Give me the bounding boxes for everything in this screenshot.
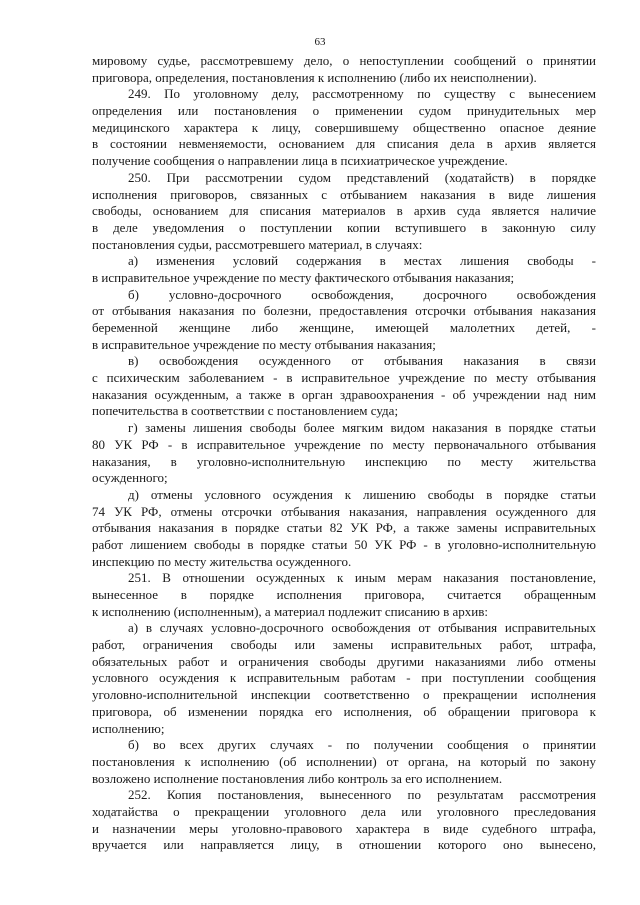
text-line: определения или постановления о применении судом принудительных мер bbox=[92, 103, 596, 119]
text-line: и назначении меры уголовно-правового характера в виде судебного штрафа, bbox=[92, 820, 596, 836]
text-line: 80 УК РФ - в исправительное учреждение по месту первоначального отбывания bbox=[92, 436, 596, 452]
text-line: инспекцию по месту жительства осужденного. bbox=[92, 553, 352, 569]
text-line: отбывания наказания в порядке статьи 82 УК РФ, а также замены исправительных bbox=[92, 520, 596, 536]
text-line: от отбывания наказания по болезни, предоставления отсрочки отбывания наказания bbox=[92, 303, 596, 319]
text-line: вынесенное в порядке исполнения приговора, считается обращенным bbox=[92, 587, 596, 602]
text-line: исполнению; bbox=[92, 720, 165, 736]
text-line: исполнения приговоров, связанных с отбыванием наказания в виде лишения bbox=[92, 186, 596, 202]
text-line: приговора, об изменении порядка его исполнения, об обращении приговора к bbox=[92, 703, 596, 719]
text-line: мировому судье, рассмотревшему дело, о непоступлении сообщений о принятии bbox=[92, 53, 596, 68]
text-line: в исправительное учреждение по месту отбывания наказания; bbox=[92, 336, 436, 352]
text-line: в состоянии невменяемости, основанием для списания дела в архив является bbox=[92, 136, 596, 152]
text-line: 252. Копия постановления, вынесенного по результатам рассмотрения bbox=[128, 787, 596, 803]
text-line: 249. По уголовному делу, рассмотренному по существу с вынесением bbox=[128, 86, 596, 102]
text-line: к исполнению (исполненным), а материал подлежит списанию в архив: bbox=[92, 603, 488, 619]
text-line: беременной женщине либо женщине, имеющей малолетних детей, - bbox=[92, 320, 596, 335]
text-line: 250. При рассмотрении судом представлений (ходатайств) в порядке bbox=[128, 169, 596, 185]
text-line: свободы, основанием для списания материалов в архив суда является наличие bbox=[92, 203, 596, 219]
text-line: ходатайства о прекращении уголовного дела или уголовного преследования bbox=[92, 803, 596, 819]
text-line: наказания осужденным, а также в орган здравоохранения - об учреждении над ним bbox=[92, 386, 596, 402]
text-line: медицинского характера к лицу, совершившему общественно опасное деяние bbox=[92, 119, 596, 135]
text-line: приговора, определения, постановления к исполнению (либо их неисполнении). bbox=[92, 69, 537, 85]
text-line: попечительства в соответствии с постановлением суда; bbox=[92, 403, 399, 419]
text-line: работ, ограничения свободы или замены исправительных работ, штрафа, bbox=[92, 637, 596, 653]
text-line: д) отмены условного осуждения к лишению свободы в порядке статьи bbox=[128, 486, 596, 502]
text-line: а) в случаях условно-досрочного освобождения от отбывания исправительных bbox=[128, 620, 596, 636]
text-line: уголовно-исполнительной инспекции соответственно о прекращении исполнения bbox=[92, 687, 596, 703]
text-line: б) во всех других случаях - по получении сообщения о принятии bbox=[128, 737, 596, 753]
text-line: в исправительное учреждение по месту фактического отбывания наказания; bbox=[92, 269, 515, 285]
text-line: 251. В отношении осужденных к иным мерам наказания постановление, bbox=[128, 570, 596, 586]
text-line: 74 УК РФ, отмены отсрочки отбывания наказания, направления осужденного для bbox=[92, 503, 596, 519]
page-number: 63 bbox=[314, 36, 326, 48]
text-line: возложено исполнение постановления либо контроль за его исполнением. bbox=[92, 770, 503, 786]
text-line: с психическим заболеванием - в исправительное учреждение по месту отбывания bbox=[92, 370, 596, 386]
text-line: в) освобождения осужденного от отбывания наказания в связи bbox=[128, 353, 596, 369]
text-line: а) изменения условий содержания в местах лишения свободы - bbox=[128, 253, 596, 269]
text-line: получение сообщения о направлении лица в психиатрическое учреждение. bbox=[92, 153, 508, 169]
text-line: в деле уведомления о поступлении копии вступившего в законную силу bbox=[92, 219, 596, 235]
text-line: б) условно-досрочного освобождения, досрочного освобождения bbox=[128, 286, 596, 302]
text-line: постановления судьи, рассмотревшего материал, в случаях: bbox=[92, 236, 423, 252]
text-line: осужденного; bbox=[92, 470, 168, 486]
text-line: г) замены лишения свободы более мягким видом наказания в порядке статьи bbox=[128, 420, 596, 436]
text-line: работ лишением свободы в порядке статьи 50 УК РФ - в уголовно-исполнительную bbox=[92, 536, 596, 552]
text-line: вручается или направляется лицу, в отношении которого оно вынесено, bbox=[92, 837, 596, 853]
document-body bbox=[92, 53, 596, 854]
text-line: обязательных работ и ограничения свободы другими наказаниями либо отмены bbox=[92, 653, 596, 669]
text-line: условного осуждения к исправительным работам - при поступлении сообщения bbox=[92, 670, 596, 686]
text-line: постановления к исполнению (об исполнении) от органа, на который по закону bbox=[92, 753, 596, 769]
text-line: наказания, в уголовно-исполнительную инспекцию по месту жительства bbox=[92, 453, 596, 469]
